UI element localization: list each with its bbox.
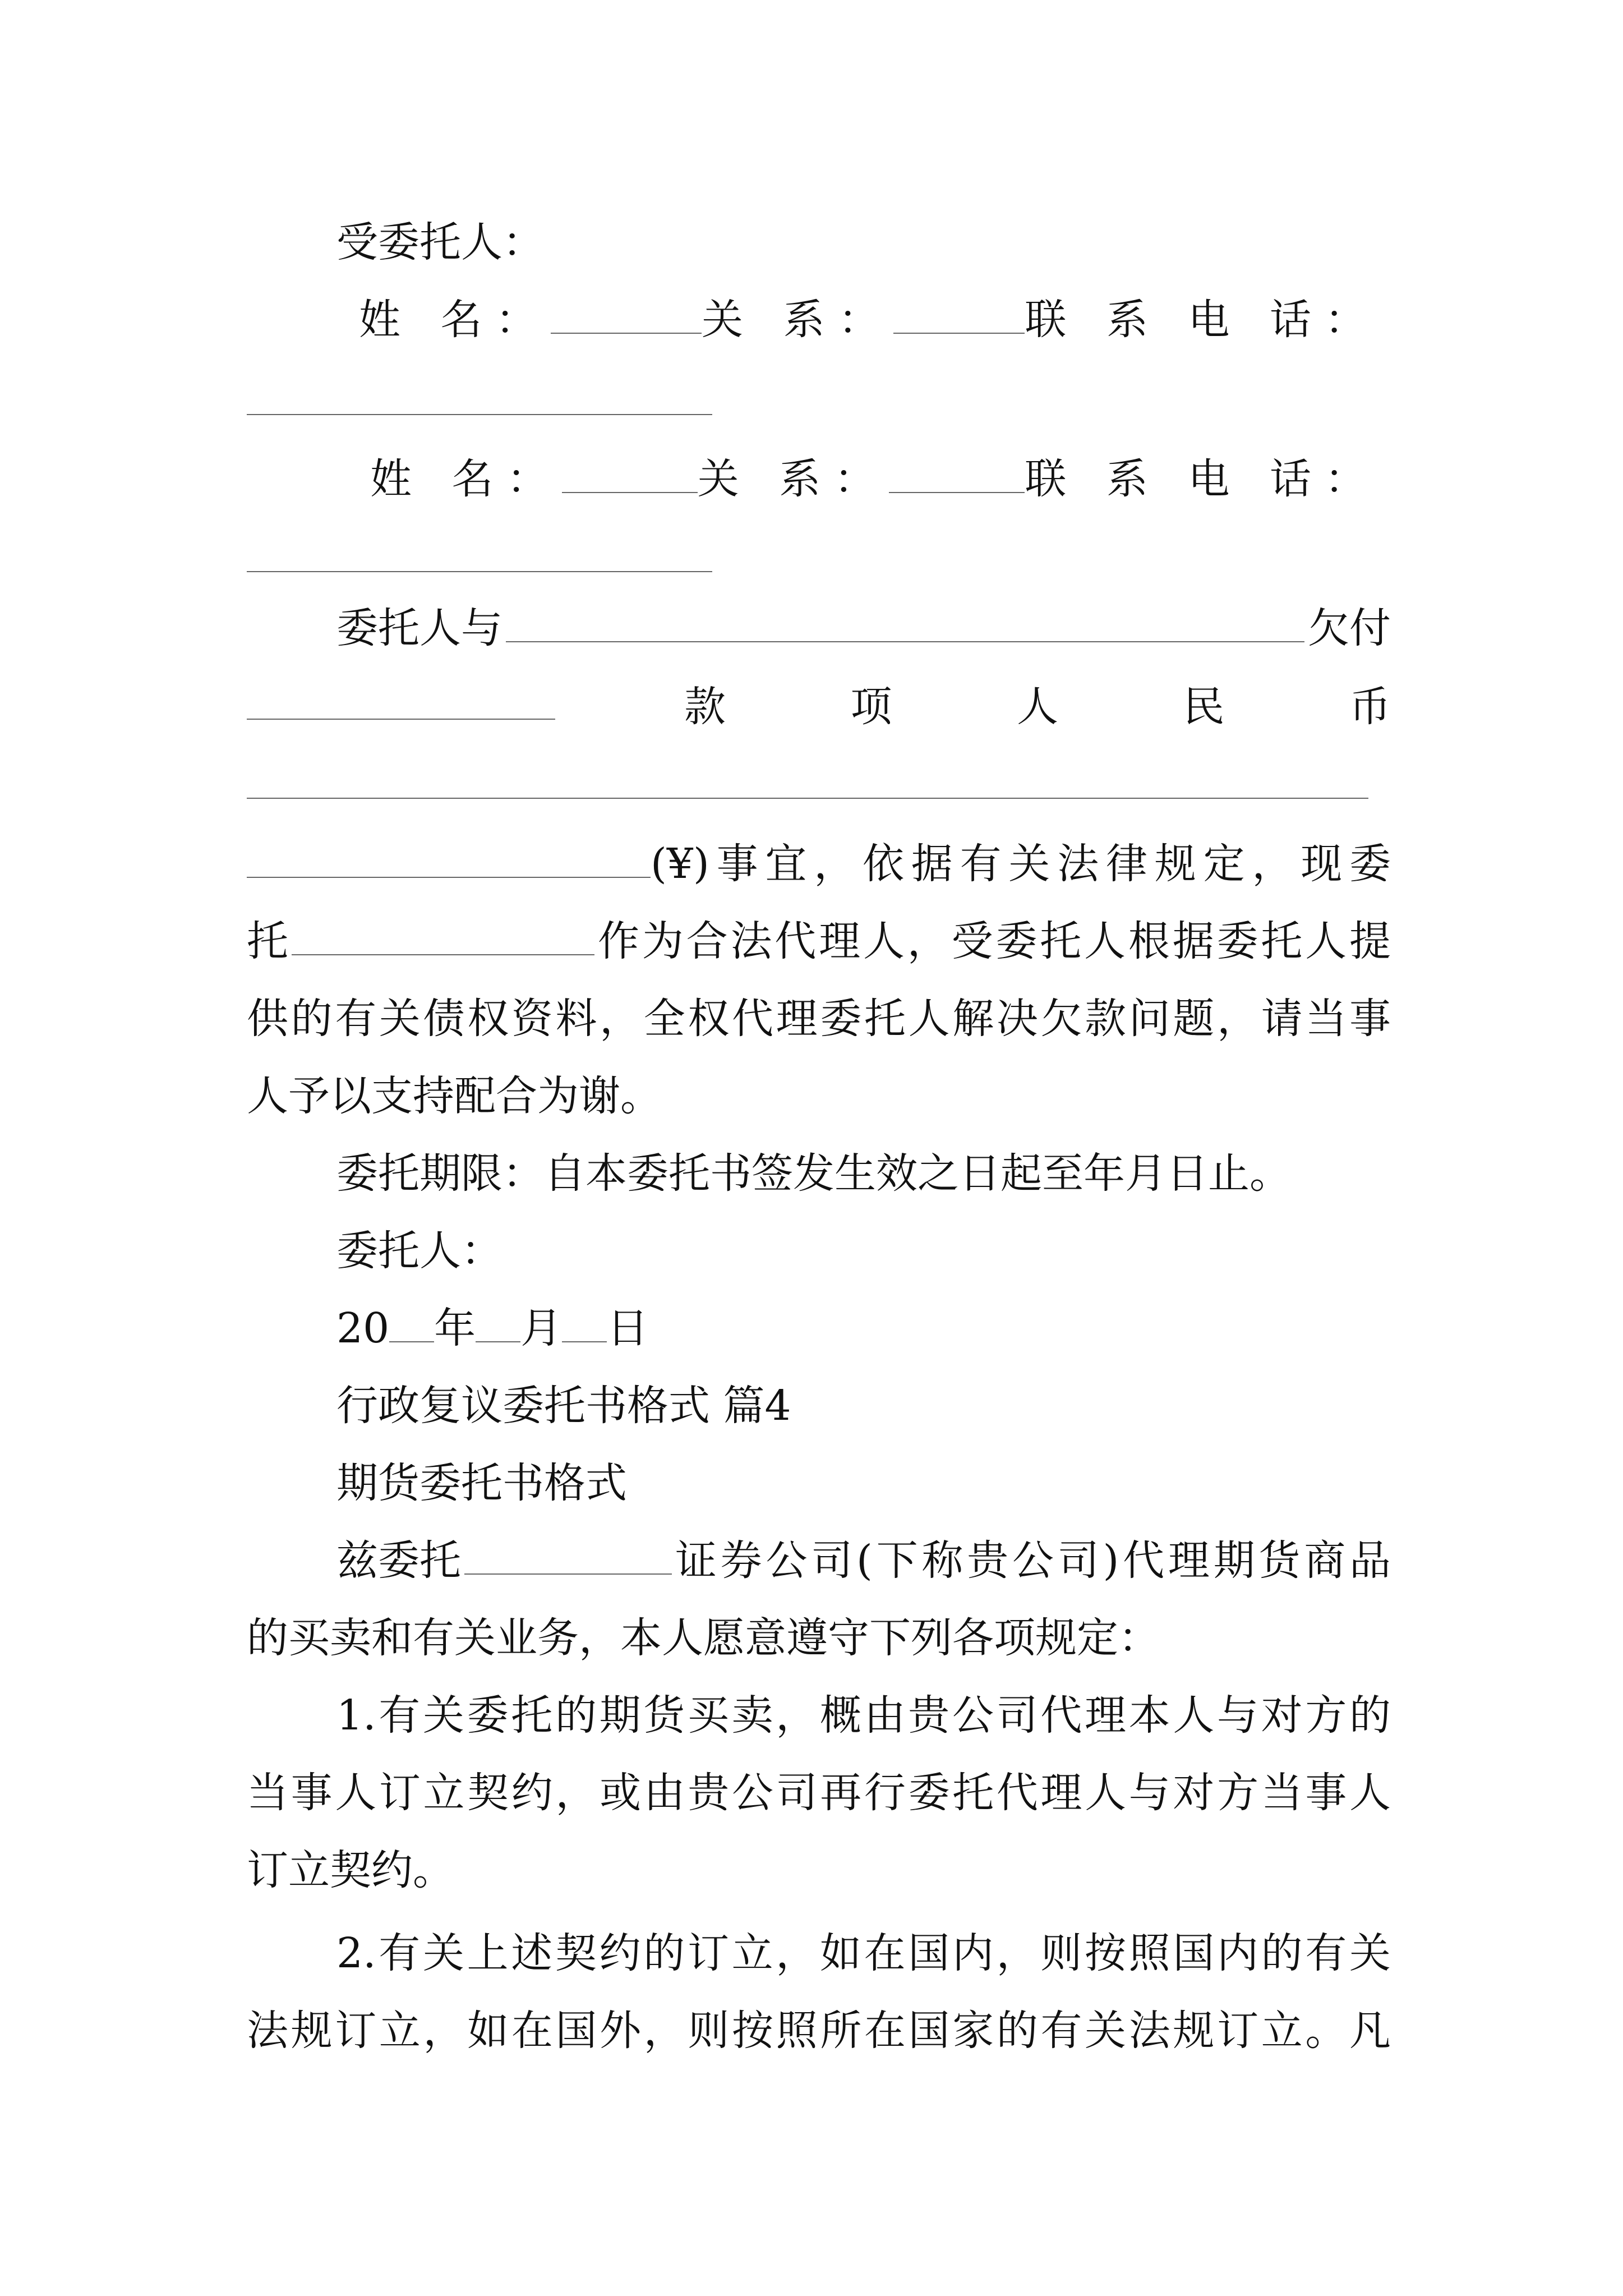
trustee-row-1 xyxy=(359,292,1380,348)
name-label: 姓 名： xyxy=(359,296,551,344)
intro-text: 证券公司(下称贵公司)代理期货商品 xyxy=(675,1536,1391,1585)
item-2-line-2: 法规订立，如在国外，则按照所在国家的有关法规订立。凡 xyxy=(247,2007,1391,2055)
year-prefix: 20 xyxy=(336,1304,390,1352)
char-5: 币 xyxy=(1349,683,1391,731)
char-4: 民 xyxy=(1183,683,1225,731)
futures-intro-cont: 的买卖和有关业务，本人愿意遵守下列各项规定： xyxy=(247,1614,1160,1662)
phone-label: 联 系 电 话： xyxy=(1025,455,1380,503)
debtor-blank xyxy=(506,606,1304,642)
month-label: 月 xyxy=(520,1304,562,1352)
debt-text-4: 作为合法代理人，受委托人根据委托人提 xyxy=(598,917,1391,965)
debt-line-5: 供的有关债权资料，全权代理委托人解决欠款问题，请当事 xyxy=(247,995,1391,1043)
item-1-line-2: 当事人订立契约，或由贵公司再行委托代理人与对方当事人 xyxy=(247,1769,1391,1817)
date-line xyxy=(336,1300,1391,1356)
debt-line-4 xyxy=(247,913,1391,969)
debt-text-3: (¥)事宜，依据有关法律规定，现委 xyxy=(651,840,1391,888)
item-1-line-3: 订立契约。 xyxy=(247,1846,454,1894)
char-3: 人 xyxy=(1017,683,1058,731)
document-title: 期货委托书格式 xyxy=(336,1459,627,1507)
phone-blank-1 xyxy=(247,414,712,415)
name-label: 姓 名： xyxy=(370,455,562,503)
char-2: 项 xyxy=(850,683,892,731)
debt-lead: 委托人与 xyxy=(336,604,502,652)
year-blank xyxy=(389,1306,434,1342)
trustee-heading: 受委托人： xyxy=(336,218,544,266)
intro-lead: 兹委托 xyxy=(336,1536,461,1585)
debt-line-6: 人予以支持配合为谢。 xyxy=(247,1072,662,1120)
section-title: 行政复议委托书格式 篇4 xyxy=(336,1382,791,1430)
company-blank xyxy=(464,1538,672,1575)
futures-intro xyxy=(336,1533,1391,1589)
amount-blank xyxy=(247,683,555,720)
debt-line-1 xyxy=(336,600,1391,656)
relation-label: 关 系： xyxy=(702,296,893,344)
debt-lead-4: 托 xyxy=(247,917,288,965)
principal-label: 委托人： xyxy=(336,1227,502,1275)
day-label: 日 xyxy=(607,1304,649,1352)
trustee-row-2 xyxy=(370,451,1380,507)
month-blank xyxy=(476,1306,520,1342)
term-text: 委托期限：自本委托书签发生效之日起至年月日止。 xyxy=(336,1149,1291,1198)
day-blank xyxy=(562,1306,607,1342)
amount-figure-blank xyxy=(247,841,651,878)
item-2-line-1: 2.有关上述契约的订立，如在国内，则按照国内的有关 xyxy=(336,1929,1391,1977)
debt-line-3 xyxy=(247,836,1391,892)
relation-label: 关 系： xyxy=(697,455,889,503)
name-blank xyxy=(551,297,702,334)
phone-blank-2 xyxy=(247,571,712,572)
name-blank xyxy=(562,457,698,493)
item-1-line-1: 1.有关委托的期货买卖，概由贵公司代理本人与对方的 xyxy=(336,1691,1391,1740)
debt-tail: 欠付 xyxy=(1308,604,1391,652)
agent-blank xyxy=(292,919,594,955)
char-1: 款 xyxy=(684,683,726,731)
debt-line-2 xyxy=(247,679,1391,735)
year-label: 年 xyxy=(434,1304,476,1352)
relation-blank xyxy=(893,297,1025,334)
relation-blank xyxy=(889,457,1025,493)
amount-words-blank xyxy=(247,798,1368,799)
phone-label: 联 系 电 话： xyxy=(1025,296,1380,344)
